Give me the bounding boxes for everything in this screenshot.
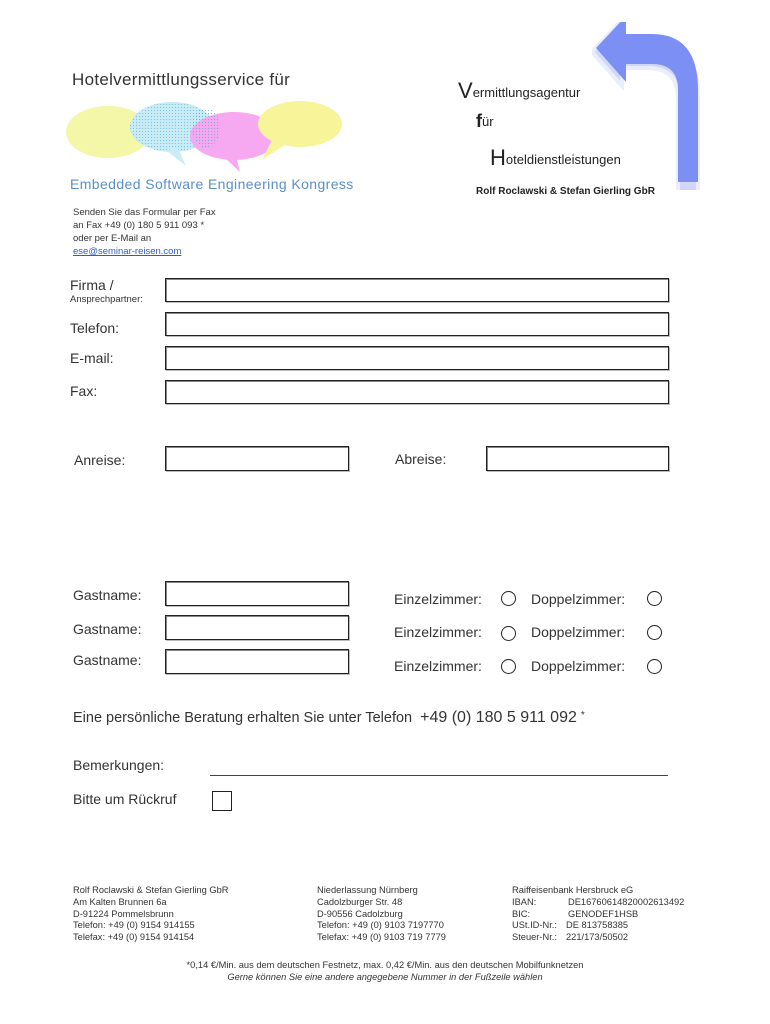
footer-steuernr: Steuer-Nr.: 221/173/50502: [512, 932, 629, 943]
gastname-label-2: Gastname:: [73, 621, 142, 637]
email-link[interactable]: ese@seminar-reisen.com: [73, 246, 182, 257]
einzelzimmer-radio-2[interactable]: [501, 626, 516, 641]
beratung-line: Eine persönliche Beratung erhalten Sie unter Telefon +49 (0) 180 5 911 092 *: [73, 709, 585, 726]
gastname-label-3: Gastname:: [73, 652, 142, 668]
gastname-input-3[interactable]: [165, 649, 349, 674]
footer-bic: BIC: GENODEF1HSB: [512, 908, 639, 919]
footer-bank: Raiffeisenbank Hersbruck eG IBAN: DE16760614820002613492 BIC: GENODEF1HSB USt.ID-Nr.: DE 813758385 Steuer-Nr.: 221/173/50502: [512, 885, 712, 944]
fax-input[interactable]: [165, 380, 669, 404]
footer-note-1: *0,14 €/Min. aus dem deutschen Festnetz, max. 0,42 €/Min. aus den deutschen Mobilfunknetzen: [186, 960, 584, 970]
agency-line-2: für: [476, 111, 494, 131]
footer-address-main: Rolf Roclawski & Stefan Gierling GbR Am Kalten Brunnen 6a D-91224 Pommelsbrunn Telefon: +49 (0) 9154 914155 Telefax: +49 (0) 9154 914154: [73, 885, 229, 943]
instructions: Senden Sie das Formular per Fax an Fax +49 (0) 180 5 911 093 * oder per E-Mail an ese@seminar-reisen.com: [73, 207, 216, 257]
doppelzimmer-radio-1[interactable]: [647, 591, 662, 606]
einzelzimmer-radio-1[interactable]: [501, 591, 516, 606]
footer-ustid: USt.ID-Nr.: DE 813758385: [512, 920, 629, 931]
speech-bubbles-logo: [66, 100, 346, 180]
rueckruf-checkbox[interactable]: [212, 791, 232, 811]
bemerkungen-label: Bemerkungen:: [73, 757, 165, 773]
agency-line-3: Hoteldienstleistungen: [490, 145, 621, 170]
agency-company: Rolf Roclawski & Stefan Gierling GbR: [476, 186, 655, 197]
telefon-label: Telefon:: [70, 320, 120, 336]
rueckruf-label: Bitte um Rückruf: [73, 791, 177, 807]
doppelzimmer-radio-2[interactable]: [647, 625, 662, 640]
beratung-phone: +49 (0) 180 5 911 092: [420, 709, 577, 726]
bubble-4-icon: [258, 101, 342, 147]
doppelzimmer-radio-3[interactable]: [647, 659, 662, 674]
footer-iban: IBAN: DE16760614820002613492: [512, 896, 685, 907]
abreise-label: Abreise:: [395, 451, 447, 467]
firma-input[interactable]: [165, 278, 669, 302]
email-input[interactable]: [165, 346, 669, 370]
doppelzimmer-label-3: Doppelzimmer:: [531, 658, 626, 674]
doppelzimmer-label-1: Doppelzimmer:: [531, 591, 626, 607]
gastname-input-2[interactable]: [165, 615, 349, 640]
abreise-input[interactable]: [486, 446, 669, 471]
fax-label: Fax:: [70, 383, 98, 399]
bemerkungen-input-line[interactable]: [210, 775, 668, 776]
gastname-input-1[interactable]: [165, 581, 349, 606]
email-label: E-mail:: [70, 350, 114, 366]
einzelzimmer-label-2: Einzelzimmer:: [394, 624, 482, 640]
telefon-input[interactable]: [165, 312, 669, 336]
agency-line-1: Vermittlungsagentur: [458, 78, 581, 103]
curved-arrow-icon: [592, 22, 704, 190]
anreise-input[interactable]: [165, 446, 349, 471]
einzelzimmer-label-1: Einzelzimmer:: [394, 591, 482, 607]
anreise-label: Anreise:: [74, 452, 126, 468]
ansprechpartner-label: Ansprechpartner:: [70, 294, 143, 305]
footer-note-2: Gerne können Sie eine andere angegebene Nummer in der Fußzeile wählen: [227, 972, 543, 982]
kongress-name: Embedded Software Engineering Kongress: [70, 176, 354, 192]
page-title: Hotelvermittlungsservice für: [72, 70, 291, 89]
firma-label: Firma /: [70, 277, 114, 293]
footer-address-branch: Niederlassung Nürnberg Cadolzburger Str. 48 D-90556 Cadolzburg Telefon: +49 (0) 9103 7197770 Telefax: +49 (0) 9103 719 7779: [317, 885, 446, 943]
gastname-label-1: Gastname:: [73, 587, 142, 603]
einzelzimmer-label-3: Einzelzimmer:: [394, 658, 482, 674]
doppelzimmer-label-2: Doppelzimmer:: [531, 624, 626, 640]
einzelzimmer-radio-3[interactable]: [501, 659, 516, 674]
